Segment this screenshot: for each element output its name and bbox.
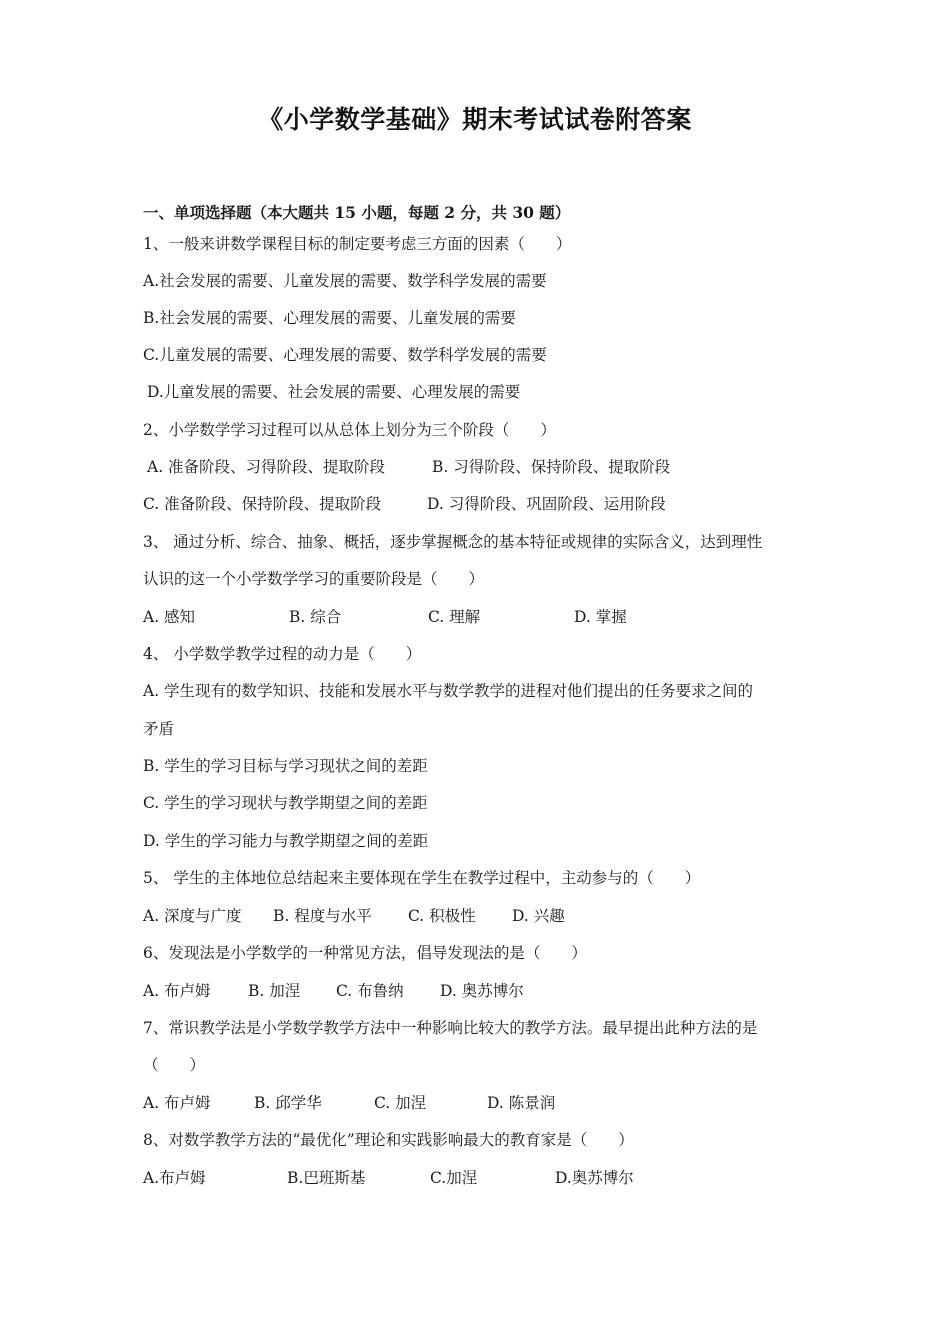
question-8-stem: 8、对数学教学方法的“最优化”理论和实践影响最大的教育家是（ ） — [143, 1131, 634, 1149]
page-title: 《小学数学基础》期末考试试卷附答案 — [258, 105, 692, 134]
question-1-option-d: D.儿童发展的需要、社会发展的需要、心理发展的需要 — [147, 383, 521, 401]
question-8-option-a: A.布卢姆 — [143, 1169, 206, 1187]
question-1-option-c: C.儿童发展的需要、心理发展的需要、数学科学发展的需要 — [143, 346, 547, 364]
question-2-option-c: C. 准备阶段、保持阶段、提取阶段 — [143, 495, 382, 513]
question-4-option-a-line-2: 矛盾 — [143, 720, 175, 738]
question-4-option-b: B. 学生的学习目标与学习现状之间的差距 — [143, 757, 428, 775]
question-3-option-a: A. 感知 — [143, 608, 196, 626]
question-3-stem-line-2: 认识的这一个小学数学学习的重要阶段是（ ） — [143, 570, 485, 588]
question-6-option-a: A. 布卢姆 — [143, 982, 211, 1000]
question-3-stem-line-1: 3、 通过分析、综合、抽象、概括，逐步掌握概念的基本特征或规律的实际含义，达到理性 — [143, 533, 763, 551]
question-7-option-a: A. 布卢姆 — [143, 1094, 211, 1112]
question-7-option-b: B. 邱学华 — [254, 1094, 322, 1112]
question-2-option-a: A. 准备阶段、习得阶段、提取阶段 — [147, 458, 386, 476]
question-2-option-d: D. 习得阶段、巩固阶段、运用阶段 — [427, 495, 666, 513]
question-4-option-d: D. 学生的学习能力与教学期望之间的差距 — [143, 832, 429, 850]
question-2-stem: 2、小学数学学习过程可以从总体上划分为三个阶段（ ） — [143, 421, 556, 439]
question-1-option-a: A.社会发展的需要、儿童发展的需要、数学科学发展的需要 — [143, 272, 547, 290]
question-5-option-b: B. 程度与水平 — [273, 907, 372, 925]
question-5-option-c: C. 积极性 — [408, 907, 476, 925]
question-3-option-c: C. 理解 — [428, 608, 481, 626]
question-4-stem: 4、 小学数学教学过程的动力是（ ） — [143, 645, 422, 663]
question-6-option-c: C. 布鲁纳 — [336, 982, 404, 1000]
question-6-stem: 6、发现法是小学数学的一种常见方法，倡导发现法的是（ ） — [143, 944, 587, 962]
question-8-option-c: C.加涅 — [430, 1169, 478, 1187]
question-7-option-c: C. 加涅 — [374, 1094, 427, 1112]
question-3-option-b: B. 综合 — [289, 608, 342, 626]
question-1-option-b: B.社会发展的需要、心理发展的需要、儿童发展的需要 — [143, 309, 516, 327]
question-3-option-d: D. 掌握 — [574, 608, 627, 626]
question-4-option-a-line-1: A. 学生现有的数学知识、技能和发展水平与数学教学的进程对他们提出的任务要求之间的 — [143, 682, 754, 700]
question-7-stem-line-1: 7、常识教学法是小学数学教学方法中一种影响比较大的教学方法。最早提出此种方法的是 — [143, 1019, 758, 1037]
question-8-option-d: D.奥苏博尔 — [555, 1169, 634, 1187]
question-5-stem: 5、 学生的主体地位总结起来主要体现在学生在教学过程中，主动参与的（ ） — [143, 869, 701, 887]
question-7-option-d: D. 陈景润 — [487, 1094, 556, 1112]
question-6-option-d: D. 奥苏博尔 — [440, 982, 524, 1000]
question-5-option-a: A. 深度与广度 — [143, 907, 242, 925]
question-6-option-b: B. 加涅 — [248, 982, 301, 1000]
question-5-option-d: D. 兴趣 — [512, 907, 565, 925]
question-7-stem-line-2: （ ） — [143, 1056, 206, 1074]
question-8-option-b: B.巴班斯基 — [287, 1169, 366, 1187]
section-heading: 一、单项选择题（本大题共 15 小题，每题 2 分，共 30 题） — [143, 203, 571, 222]
question-4-option-c: C. 学生的学习现状与教学期望之间的差距 — [143, 794, 428, 812]
question-2-option-b: B. 习得阶段、保持阶段、提取阶段 — [432, 458, 671, 476]
question-1-stem: 1、一般来讲数学课程目标的制定要考虑三方面的因素（ ） — [143, 235, 572, 253]
